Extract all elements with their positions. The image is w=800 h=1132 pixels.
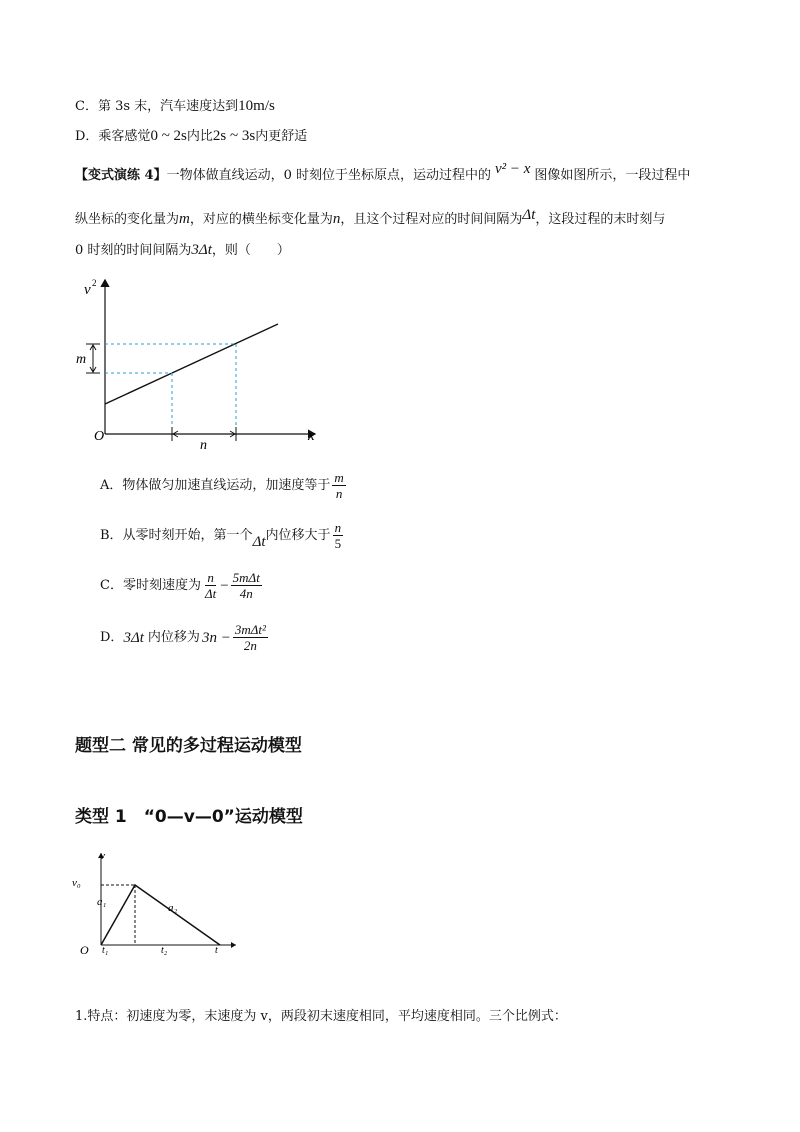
section-title: 题型二 常见的多过程运动模型 — [75, 736, 302, 756]
y-axis-label-sup: 2 — [92, 278, 97, 288]
exercise-line-1: 【变式演练 4】一物体做直线运动，0 时刻位于坐标原点，运动过程中的 v² − x 图像如图所示，一段过程中 — [75, 161, 691, 183]
option-d: D． 3Δt 内位移为 3n − $\frac{\text{3mΔt²}}{2n}$ — [100, 622, 266, 653]
a1-label: a₁ — [97, 896, 107, 908]
m-label: m — [76, 352, 87, 367]
a2-label: a₂ — [168, 902, 178, 914]
n-label: n — [200, 438, 207, 453]
v0-label: v₀ — [72, 877, 81, 889]
option-d-previous: D．乘客感觉0 ~ 2s内比2s ~ 3s内更舒适 — [75, 128, 308, 144]
option-b: B．从零时刻开始，第一个 Δt 内位移大于 $\frac{n}{5}$ — [100, 520, 342, 551]
option-c: C．零时刻速度为 $\frac{n}{\Delta t}$ − $\frac{\text{5mΔt}}{4n}$ — [100, 570, 260, 601]
v-t-graph — [68, 845, 248, 960]
exercise-line-2: 纵坐标的变化量为m，对应的横坐标变化量为n，且这个过程对应的时间间隔为Δt，这段过程的末时刻与 — [75, 207, 666, 227]
t1-label: t₁ — [102, 945, 109, 956]
v-axis-label: v — [100, 850, 105, 862]
option-c-previous: C．第 3s 末，汽车速度达到10m/s — [75, 98, 275, 114]
t-label: t — [215, 945, 218, 956]
v2-x-graph — [70, 272, 330, 457]
v-t-line — [101, 885, 220, 945]
origin-label: O — [94, 429, 105, 444]
type-title: 类型 1 “0—v—0”运动模型 — [75, 807, 303, 827]
graph-line — [105, 324, 278, 404]
x-axis-label: x — [308, 428, 315, 444]
y-axis-label: v — [84, 282, 91, 298]
option-a: A．物体做匀加速直线运动，加速度等于 $\frac{m}{n}$ — [100, 470, 344, 501]
feature-text: 1.特点：初速度为零，末速度为 v，两段初末速度相同，平均速度相同。三个比例式： — [75, 1009, 567, 1024]
t2-label: t₂ — [161, 945, 168, 956]
exercise-line-3: 0 时刻的时间间隔为3Δt，则（ ） — [75, 242, 290, 258]
origin-label-2: O — [80, 943, 89, 957]
